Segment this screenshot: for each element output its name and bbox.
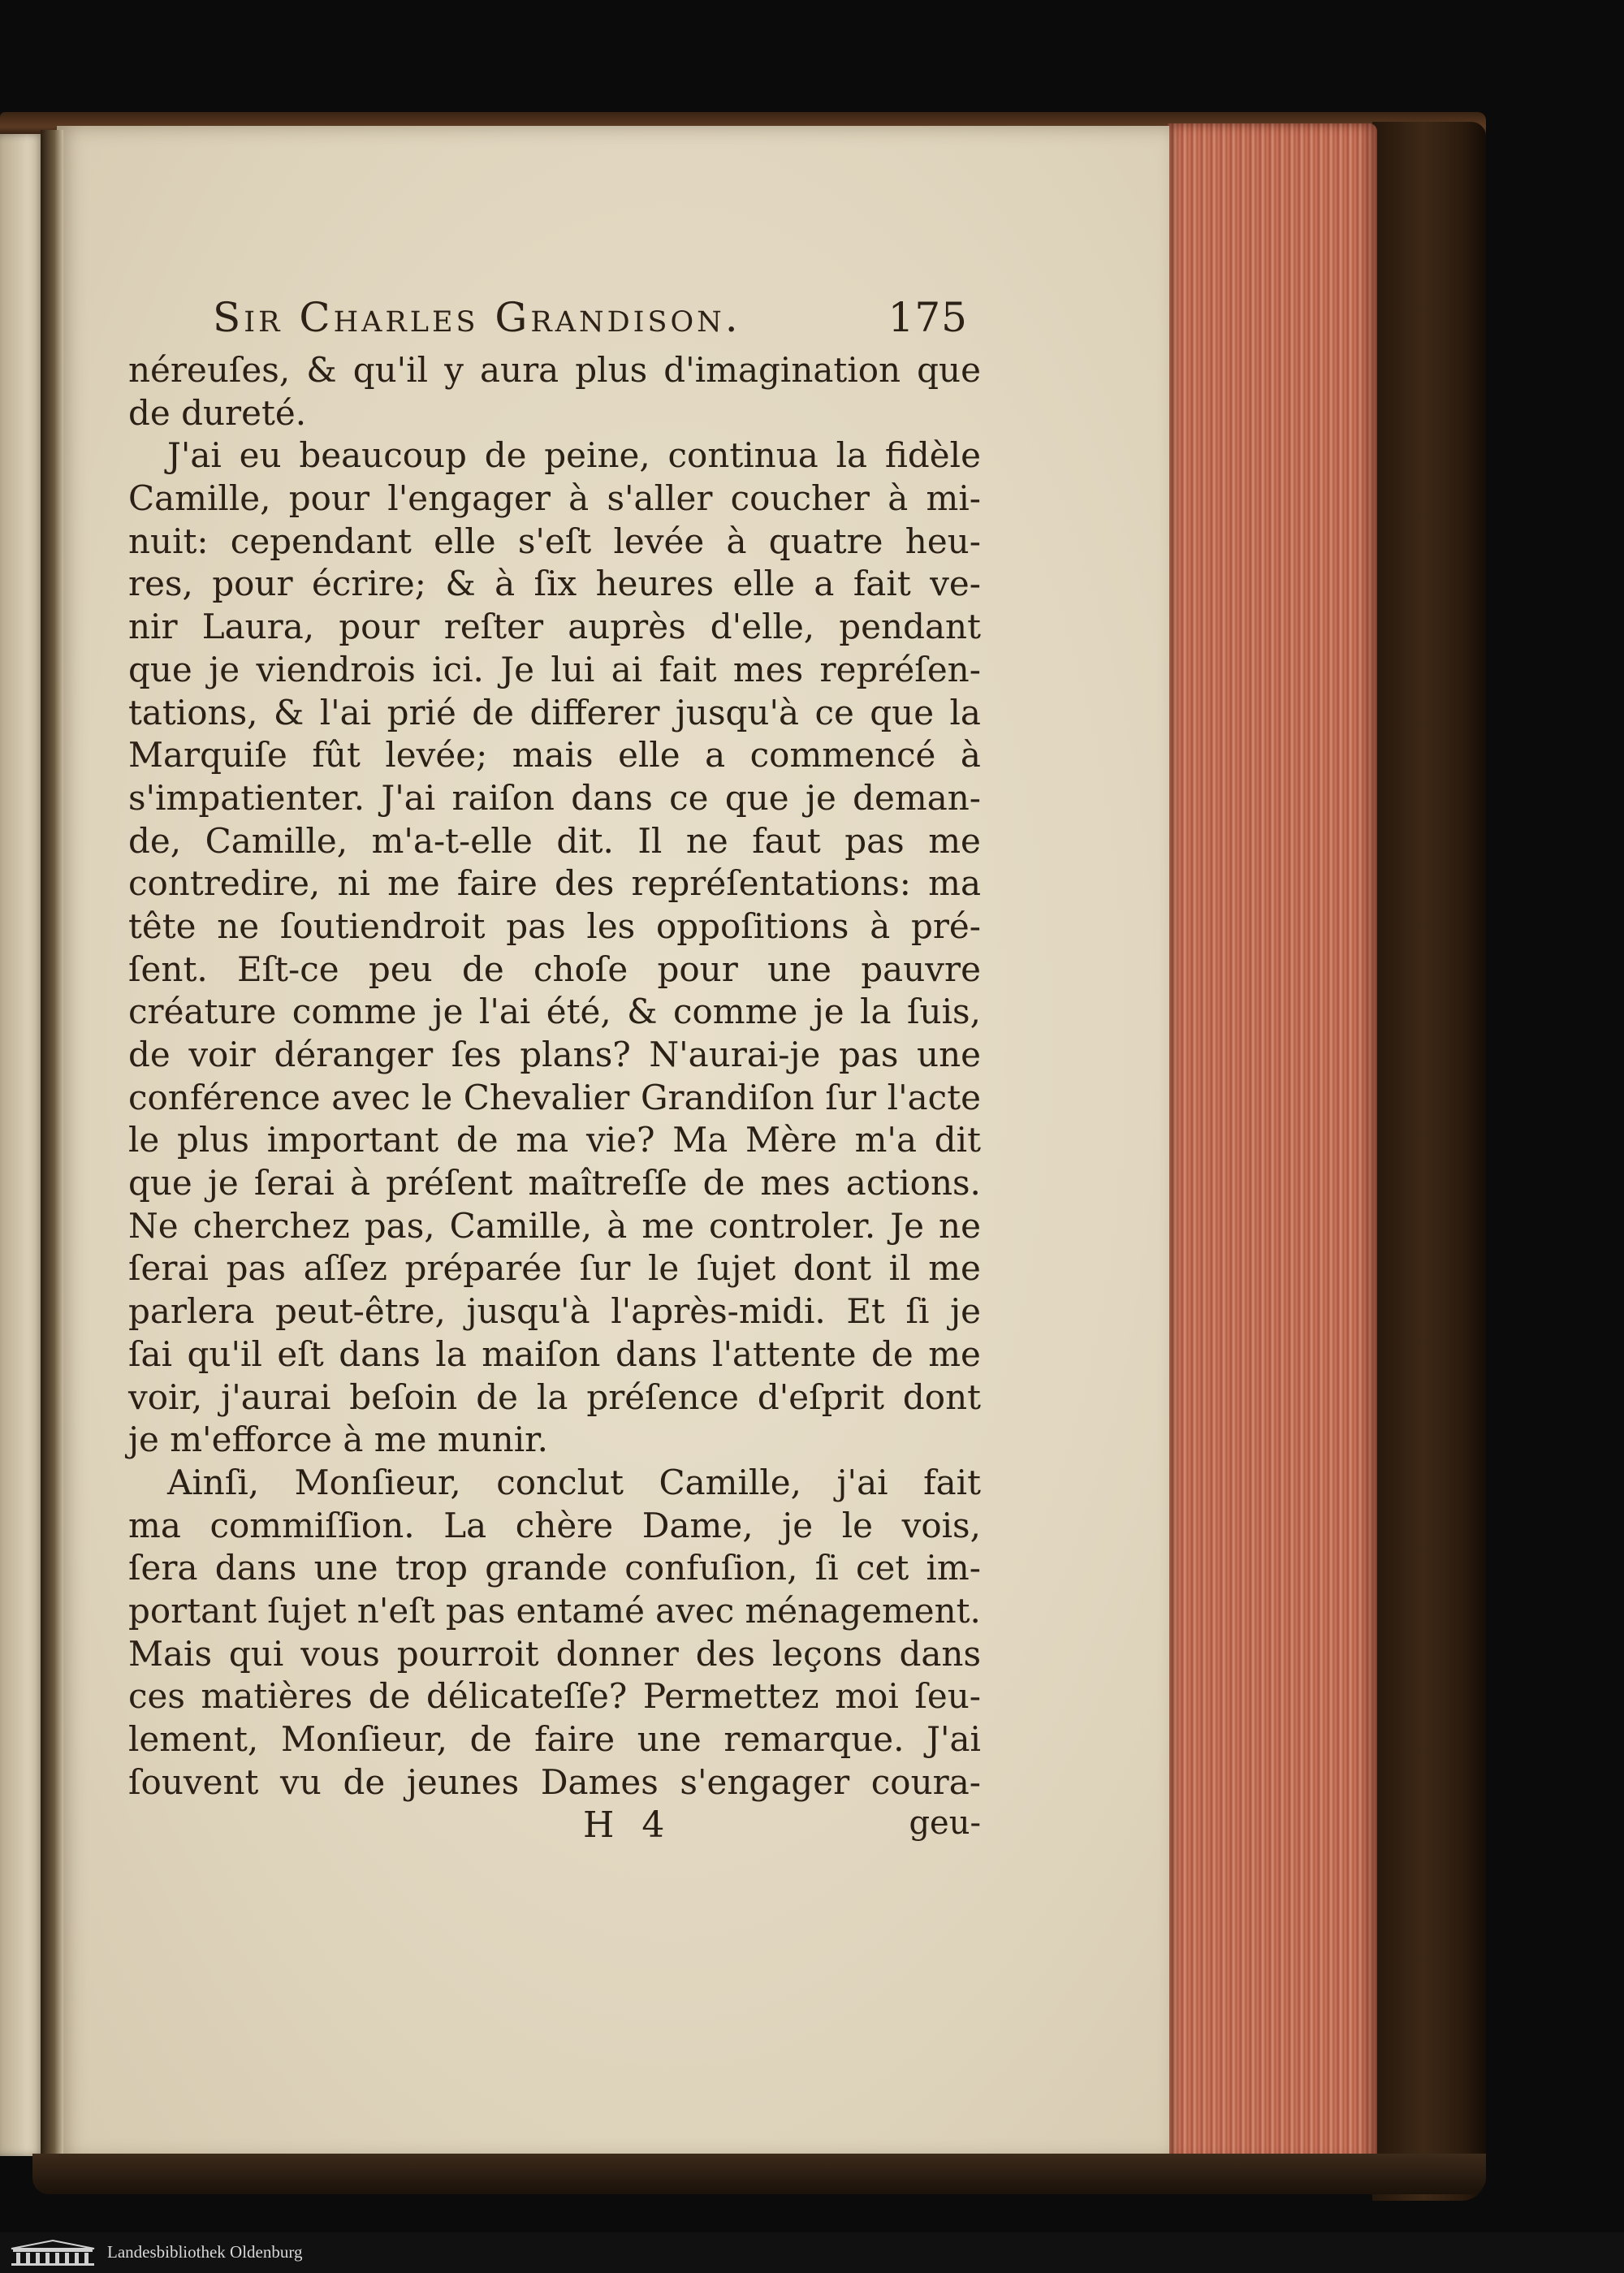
text-line: ces matières de délicateſſe? Permettez moi ſeu- — [128, 1676, 981, 1717]
signature-mark: H 4 — [583, 1804, 673, 1846]
text-line: parlera peut-être, jusqu'à l'après-midi. Et ſi je — [128, 1291, 981, 1332]
text-line: que je viendrois ici. Je lui ai fait mes repréſen- — [128, 649, 981, 689]
book-cover-bottom — [32, 2154, 1486, 2194]
text-line: Marquiſe fût levée; mais elle a commencé à — [128, 735, 981, 776]
library-building-icon — [8, 2239, 97, 2267]
text-line: nir Laura, pour reſter auprès d'elle, pendant — [128, 607, 981, 647]
text-line: Ne cherchez pas, Camille, à me controler. Je ne — [128, 1205, 981, 1246]
text-line: de dureté. — [128, 392, 307, 433]
book-cover-back — [1372, 122, 1486, 2201]
text-line: tations, & l'ai prié de differer jusqu'à ce que la — [128, 692, 981, 732]
catchword: geu- — [909, 1804, 981, 1842]
left-page-edge — [0, 134, 45, 2156]
text-line: de, Camille, m'a-t-elle dit. Il ne faut pas me — [128, 820, 981, 861]
text-line: portant ſujet n'eſt pas entamé avec ménagement. — [128, 1590, 981, 1631]
text-line: voir, j'aurai beſoin de la préſence d'eſprit dont — [128, 1376, 981, 1417]
text-line: ſerai pas aſſez préparée ſur le ſujet dont il me — [128, 1248, 981, 1289]
text-line: Camille, pour l'engager à s'aller coucher à mi- — [128, 478, 981, 519]
library-footer-bar — [0, 2232, 1624, 2273]
text-line: contredire, ni me faire des repréſentations: ma — [128, 863, 981, 904]
text-line: Ainſi, Monſieur, conclut Camille, j'ai fait — [167, 1462, 981, 1502]
text-line: néreuſes, & qu'il y aura plus d'imagination que — [128, 350, 981, 390]
text-line: res, pour écrire; & à ſix heures elle a fait ve- — [128, 564, 981, 604]
text-line: je m'efforce à me munir. — [128, 1420, 548, 1460]
book-gutter — [41, 130, 63, 2160]
running-head — [213, 284, 968, 341]
text-line: s'impatienter. J'ai raiſon dans ce que je deman- — [128, 777, 981, 818]
text-line: lement, Monſieur, de faire une remarque. J'ai — [128, 1719, 981, 1759]
text-line: ſera dans une trop grande confuſion, ſi cet im- — [128, 1548, 981, 1588]
text-line: ma commiſſion. La chère Dame, je le vois, — [128, 1505, 981, 1545]
text-line: ſouvent vu de jeunes Dames s'engager coura- — [128, 1761, 981, 1802]
text-line: que je ſerai à préſent maîtreſſe de mes actions. — [128, 1163, 981, 1203]
text-line: nuit: cependant elle s'eſt levée à quatre heu- — [128, 521, 981, 561]
page-body-text — [128, 349, 981, 1804]
text-line: créature comme je l'ai été, & comme je la ſuis, — [128, 992, 981, 1032]
text-line: tête ne ſoutiendroit pas les oppoſitions à pré- — [128, 905, 981, 946]
text-line: Mais qui vous pourroit donner des leçons dans — [128, 1633, 981, 1674]
text-line: de voir déranger ſes plans? N'aurai-je pas une — [128, 1035, 981, 1074]
page-number: 175 — [888, 294, 968, 341]
running-head-title: Sir Charles Grandison. — [213, 294, 741, 341]
text-line: conférence avec le Chevalier Grandiſon ſur l'acte — [128, 1077, 981, 1117]
page-footer — [128, 1804, 981, 1853]
text-line: J'ai eu beaucoup de peine, continua la fidèle — [167, 435, 981, 476]
text-line: ſai qu'il eſt dans la maiſon dans l'attente de me — [128, 1333, 981, 1374]
page-fore-edge — [1168, 123, 1377, 2162]
text-line: ſent. Eſt-ce peu de choſe pour une pauvre — [128, 949, 981, 989]
library-name: Landesbibliothek Oldenburg — [107, 2242, 303, 2262]
text-line: le plus important de ma vie? Ma Mère m'a dit — [128, 1120, 981, 1160]
